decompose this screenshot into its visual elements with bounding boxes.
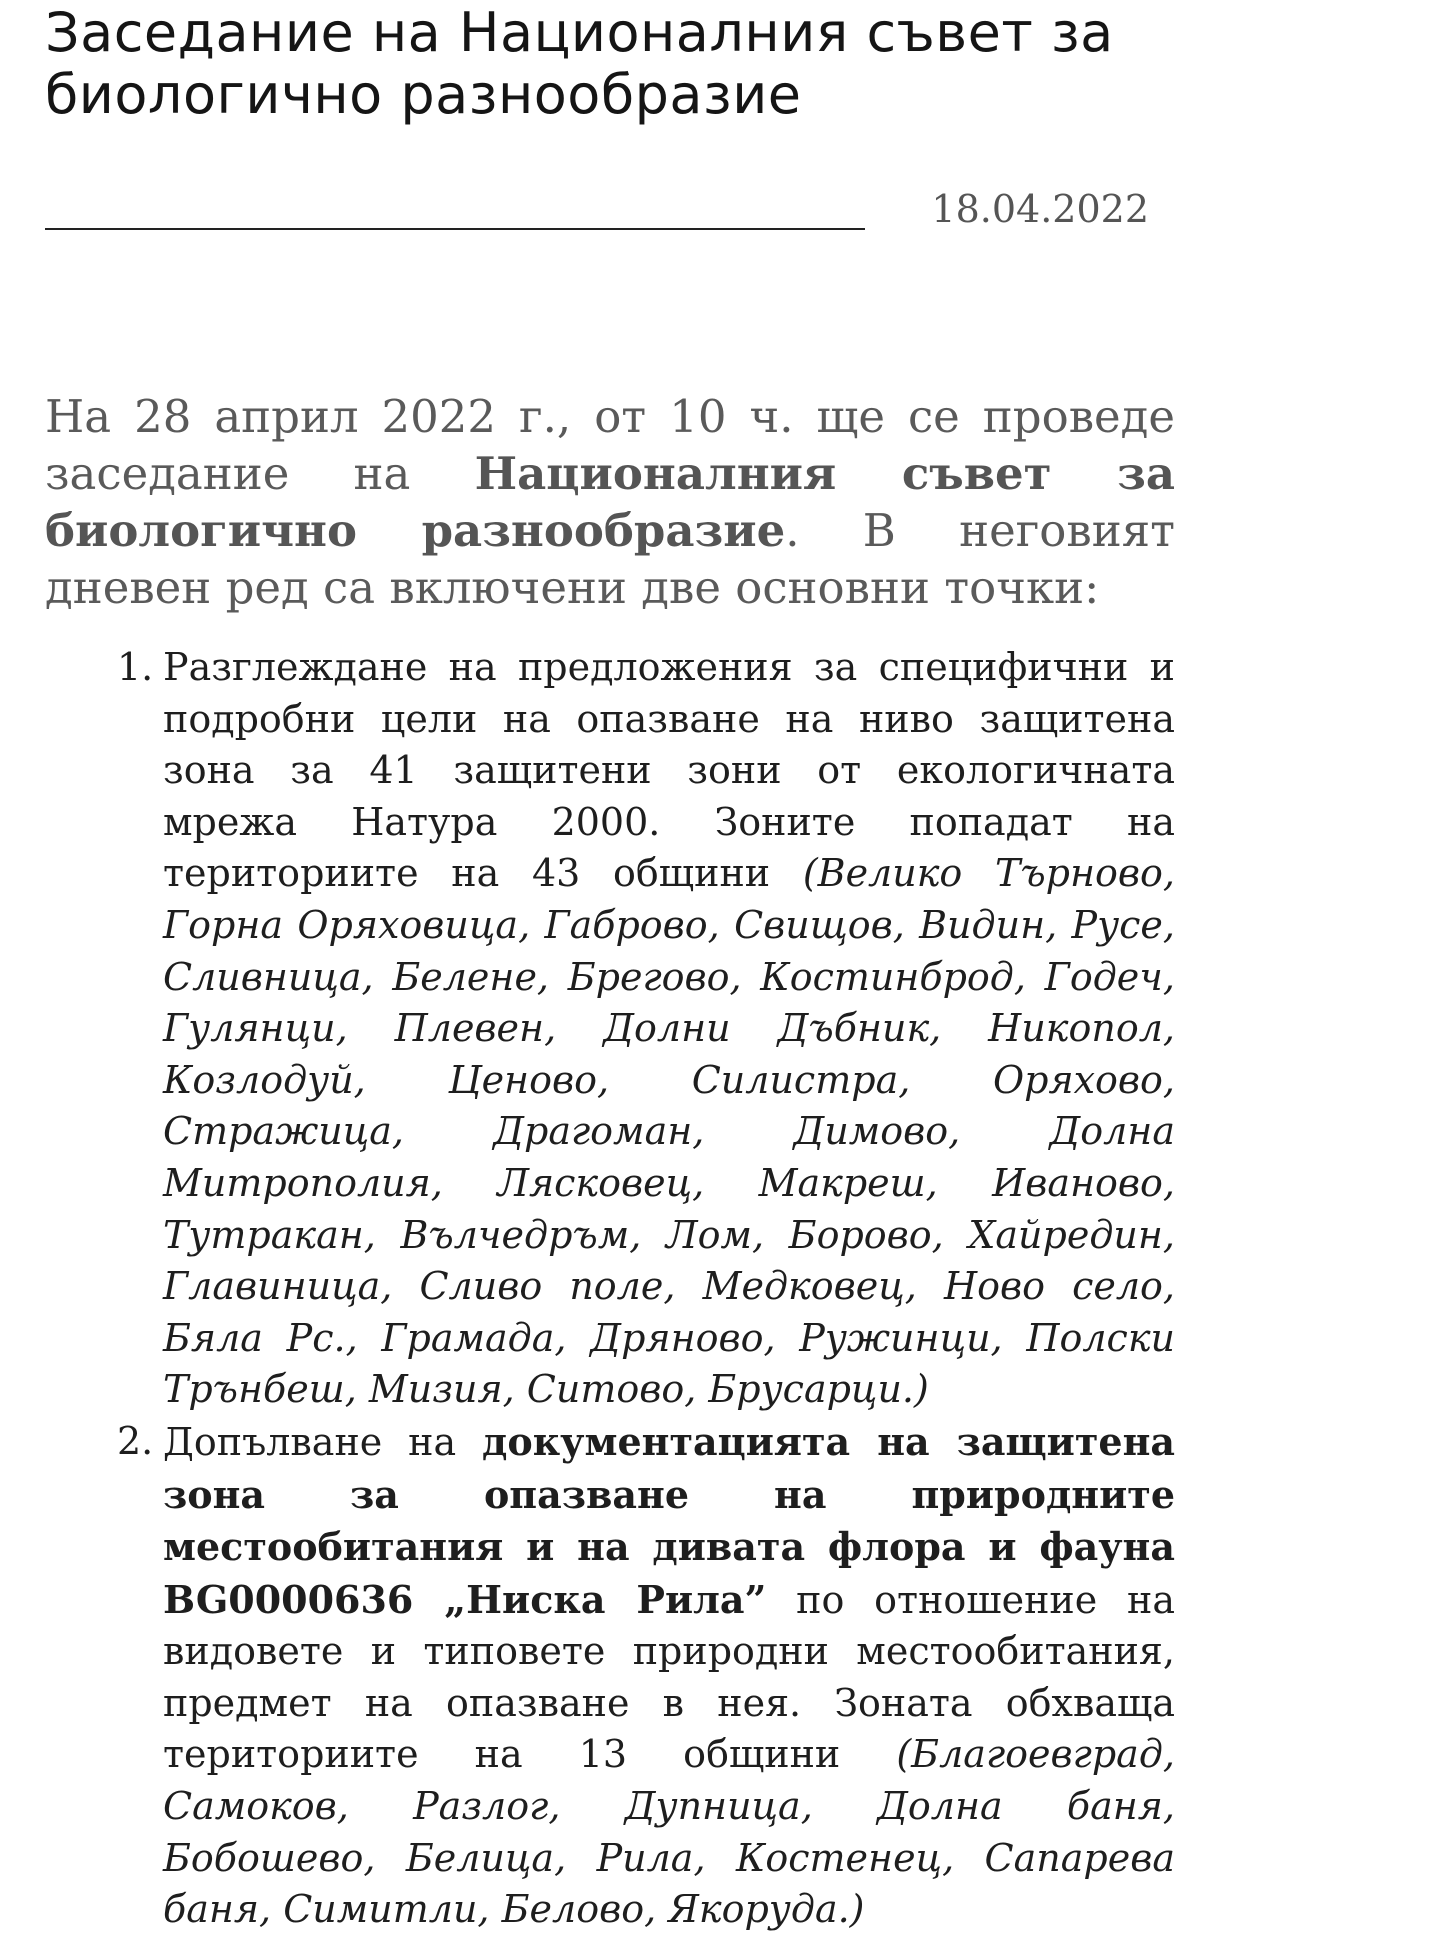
municipality-list: (Благоевград, Самоков, Разлог, Дупница, Долна баня, Бобошево, Белица, Рила, Костенец, Сапарева баня, Симитли, Белово, Якоруда.) [163,1732,1175,1932]
title-line-1: Заседание на Националния съвет за [45,1,1114,64]
title-line-2: биологично разнообразие [45,63,802,126]
agenda-item-1 [45,642,1175,1416]
title-divider [45,228,865,230]
agenda-item-number: 2. [117,1418,154,1463]
municipality-list: (Велико Търново, Горна Оряховица, Габрово, Свищов, Видин, Русе, Сливница, Белене, Брегово, Костинброд, Годеч, Гулянци, Плевен, Долни Дъбник, Никопол, Козлодуй, Ценово, Силистра, Оряхово, Стражица, Драгоман, Димово, Долна Митрополия, Лясковец, Макреш, Иваново, Тутракан, Вълчедръм, Лом, Борово, Хайредин, Главиница, Сливо поле, Медковец, Ново село, Бяла Рс., Грамада, Дряново, Ружинци, Полски Трънбеш, Мизия, Ситово, Брусарци.) [163,851,1175,1412]
publish-date: 18.04.2022 [931,187,1149,231]
agenda-item-text: Разглеждане на предложения за специфични и подробни цели на опазване на ниво защитена зона за 41 защитени зони от екологичната мрежа Натура 2000. Зоните попадат на териториите на 43 общини [163,645,1175,896]
intro-text-after: . В неговият дневен ред са включени две основни точки: [45,504,1176,614]
agenda-item-number: 1. [117,645,154,689]
article-meta [45,186,1175,246]
article [45,0,1176,1932]
agenda-item-2 [45,1416,1175,1936]
council-name: Националния съвет за биологично разнообразие [45,447,1175,557]
intro-paragraph [45,388,1175,616]
agenda-item-text-after: по отношение на видовете и типовете природни местообитания, предмет на опазване в нея. Зоната обхваща териториите на 13 общини [163,1577,1175,1777]
agenda-list [45,642,1175,1936]
agenda-item-text-before: Допълване на [163,1419,483,1464]
page-title [45,0,1175,126]
intro-text-before: На 28 април 2022 г., от 10 ч. ще се проведе заседание на [45,390,1175,500]
protected-zone-name: документацията на защитена зона за опазване на природните местообитания и на дивата флора и фауна BG0000636 „Ниска Рила” [163,1418,1175,1622]
